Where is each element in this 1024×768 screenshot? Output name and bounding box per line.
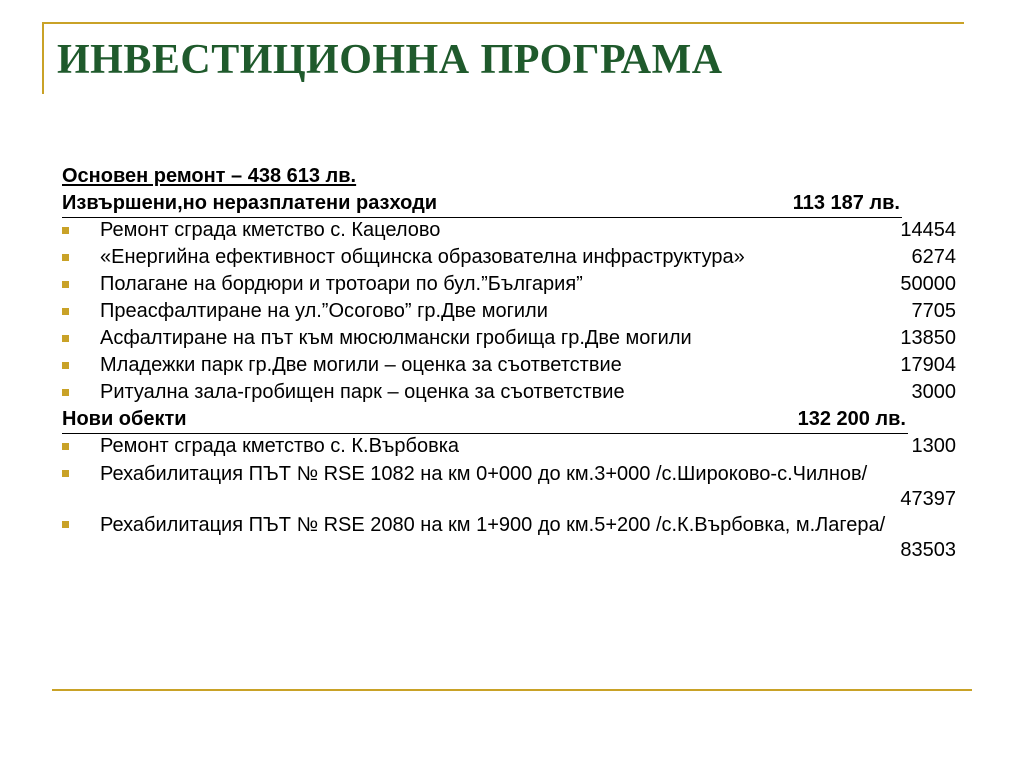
bottom-decorative-rule	[52, 689, 972, 691]
bullet-icon	[62, 443, 69, 450]
item-amount: 7705	[911, 300, 956, 322]
list-item	[62, 511, 962, 562]
list-item	[62, 433, 962, 460]
item-text: Рехабилитация ПЪТ № RSE 1082 на км 0+000 до км.3+000 /с.Широково-с.Чилнов/	[100, 463, 868, 485]
item-amount: 13850	[900, 327, 956, 349]
list-item	[62, 271, 962, 298]
section2-header	[62, 406, 962, 433]
bullet-icon	[62, 227, 69, 234]
bullet-icon	[62, 281, 69, 288]
slide-content	[62, 163, 962, 562]
item-amount: 1300	[911, 435, 956, 457]
section2-amount: 132 200 лв.	[797, 408, 906, 430]
item-text: Ремонт сграда кметство с. Кацелово	[100, 219, 441, 241]
item-text: Полагане на бордюри и тротоари по бул.”България”	[100, 273, 583, 295]
item-amount: 47397	[900, 488, 956, 510]
item-text: «Енергийна ефективност общинска образователна инфраструктура»	[100, 246, 745, 268]
list-item	[62, 244, 962, 271]
bullet-icon	[62, 470, 69, 477]
item-amount: 50000	[900, 273, 956, 295]
item-amount: 14454	[900, 219, 956, 241]
section2-header-bar	[62, 406, 908, 434]
item-amount: 6274	[911, 246, 956, 268]
section1-header-bar	[62, 190, 902, 218]
list-item	[62, 298, 962, 325]
item-text: Рехабилитация ПЪТ № RSE 2080 на км 1+900 до км.5+200 /с.К.Върбовка, м.Лагера/	[100, 514, 886, 536]
item-text: Преасфалтиране на ул.”Осогово” гр.Две могили	[100, 300, 548, 322]
bullet-icon	[62, 335, 69, 342]
item-text: Ритуална зала-гробищен парк – оценка за съответствие	[100, 381, 625, 403]
bullet-icon	[62, 254, 69, 261]
list-item	[62, 460, 962, 511]
bullet-icon	[62, 389, 69, 396]
item-text: Асфалтиране на път към мюсюлмански гробища гр.Две могили	[100, 327, 692, 349]
bullet-icon	[62, 521, 69, 528]
section1-label: Извършени,но неразплатени разходи	[62, 192, 438, 214]
item-amount: 17904	[900, 354, 956, 376]
slide-title: ИНВЕСТИЦИОННА ПРОГРАМА	[57, 37, 723, 83]
top-decorative-rule	[42, 22, 964, 24]
item-text: Младежки парк гр.Две могили – оценка за съответствие	[100, 354, 622, 376]
bullet-icon	[62, 308, 69, 315]
list-item	[62, 379, 962, 406]
list-item	[62, 217, 962, 244]
list-item	[62, 352, 962, 379]
section1-header	[62, 190, 962, 217]
main-heading-line	[62, 163, 962, 190]
list-item	[62, 325, 962, 352]
item-amount: 83503	[900, 539, 956, 561]
left-decorative-rule	[42, 22, 44, 94]
section1-amount: 113 187 лв.	[792, 192, 900, 214]
section2-label: Нови обекти	[62, 408, 187, 430]
main-heading: Основен ремонт – 438 613 лв.	[62, 165, 357, 187]
item-text: Ремонт сграда кметство с. К.Върбовка	[100, 435, 460, 457]
item-amount: 3000	[911, 381, 956, 403]
bullet-icon	[62, 362, 69, 369]
